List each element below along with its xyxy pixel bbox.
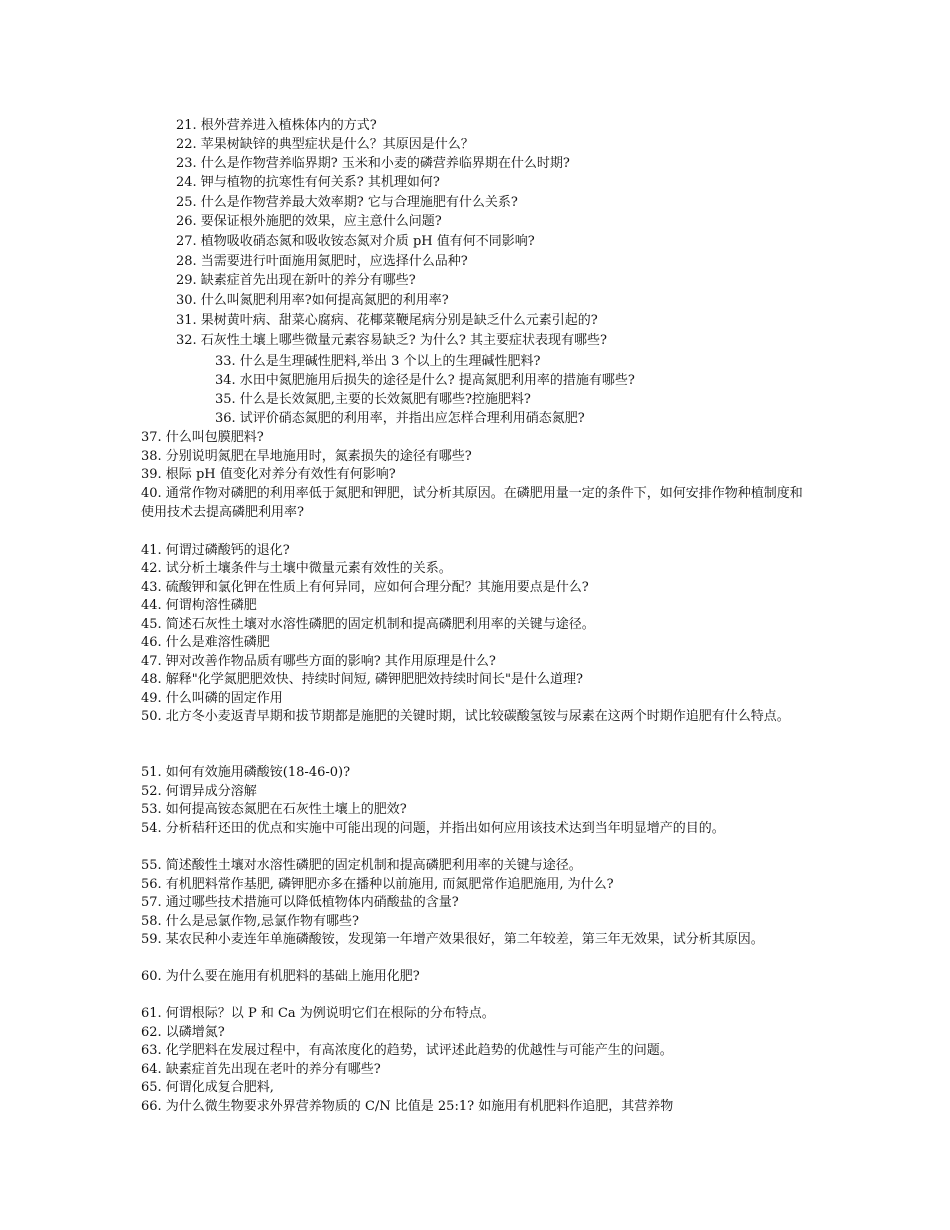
question-49: 49. 什么叫磷的固定作用: [141, 691, 283, 706]
question-32: 32. 石灰性土壤上哪些微量元素容易缺乏? 为什么? 其主要症状表现有哪些?: [176, 333, 607, 348]
question-38: 38. 分别说明氮肥在旱地施用时，氮素损失的途径有哪些?: [141, 449, 472, 464]
question-57: 57. 通过哪些技术措施可以降低植物体内硝酸盐的含量?: [141, 895, 459, 910]
question-60: 60. 为什么要在施用有机肥料的基础上施用化肥?: [141, 969, 420, 984]
question-59: 59. 某农民种小麦连年单施磷酸铵，发现第一年增产效果很好，第二年较差，第三年无效果，试分析其原因。: [141, 932, 764, 947]
question-21: 21. 根外营养进入植株体内的方式?: [176, 118, 377, 133]
question-63: 63. 化学肥料在发展过程中，有高浓度化的趋势，试评述此趋势的优越性与可能产生的问题。: [141, 1043, 673, 1058]
question-62: 62. 以磷增氮?: [141, 1025, 225, 1040]
question-54: 54. 分析秸秆还田的优点和实施中可能出现的问题，并指出如何应用该技术达到当年明显增产的目的。: [141, 821, 725, 836]
question-36: 36. 试评价硝态氮肥的利用率，并指出应怎样合理利用硝态氮肥?: [215, 411, 585, 426]
question-42: 42. 试分析土壤条件与土壤中微量元素有效性的关系。: [141, 561, 452, 576]
question-37: 37. 什么叫包膜肥料?: [141, 430, 264, 445]
question-65: 65. 何谓化成复合肥料,: [141, 1080, 274, 1095]
question-34: 34. 水田中氮肥施用后损失的途径是什么? 提高氮肥利用率的措施有哪些?: [215, 373, 635, 388]
question-25: 25. 什么是作物营养最大效率期? 它与合理施肥有什么关系?: [176, 195, 518, 210]
question-55: 55. 简述酸性土壤对水溶性磷肥的固定机制和提高磷肥利用率的关键与途径。: [141, 858, 582, 873]
question-48: 48. 解释"化学氮肥肥效快、持续时间短, 磷钾肥肥效持续时间长"是什么道理?: [141, 672, 584, 687]
question-22: 22. 苹果树缺锌的典型症状是什么？其原因是什么？: [176, 137, 474, 152]
question-26: 26. 要保证根外施肥的效果，应主意什么问题?: [176, 214, 442, 229]
question-50: 50. 北方冬小麦返青早期和拔节期都是施肥的关键时期，试比较碳酸氢铵与尿素在这两个时期作追肥有什么特点。: [141, 709, 790, 724]
question-39: 39. 根际 pH 值变化对养分有效性有何影响?: [141, 467, 396, 482]
question-23: 23. 什么是作物营养临界期? 玉米和小麦的磷营养临界期在什么时期?: [176, 156, 570, 171]
question-30: 30. 什么叫氮肥利用率?如何提高氮肥的利用率?: [176, 293, 449, 308]
question-41: 41. 何谓过磷酸钙的退化?: [141, 543, 290, 558]
question-52: 52. 何谓异成分溶解: [141, 784, 257, 799]
question-29: 29. 缺素症首先出现在新叶的养分有哪些?: [176, 273, 416, 288]
question-31: 31. 果树黄叶病、甜菜心腐病、花椰菜鞭尾病分别是缺乏什么元素引起的?: [176, 313, 598, 328]
question-44: 44. 何谓枸溶性磷肥: [141, 598, 257, 613]
question-33: 33. 什么是生理碱性肥料,举出 3 个以上的生理碱性肥料?: [215, 354, 541, 369]
question-47: 47. 钾对改善作物品质有哪些方面的影响? 其作用原理是什么?: [141, 654, 496, 669]
question-51: 51. 如何有效施用磷酸铵(18-46-0)?: [141, 765, 351, 780]
question-35: 35. 什么是长效氮肥,主要的长效氮肥有哪些?控施肥料?: [215, 392, 531, 407]
question-40: 40. 通常作物对磷肥的利用率低于氮肥和钾肥，试分析其原因。在磷肥用量一定的条件下，如何安排作物种植制度和使用技术去提高磷肥利用率?: [141, 486, 803, 520]
question-58: 58. 什么是忌氯作物,忌氯作物有哪些?: [141, 914, 359, 929]
question-66: 66. 为什么微生物要求外界营养物质的 C/N 比值是 25:1? 如施用有机肥料作追肥，其营养物: [141, 1099, 674, 1114]
question-56: 56. 有机肥料常作基肥, 磷钾肥亦多在播种以前施用, 而氮肥常作追肥施用, 为什么?: [141, 877, 614, 892]
question-46: 46. 什么是难溶性磷肥: [141, 635, 270, 650]
question-45: 45. 简述石灰性土壤对水溶性磷肥的固定机制和提高磷肥利用率的关键与途径。: [141, 617, 595, 632]
question-24: 24. 钾与植物的抗寒性有何关系? 其机理如何?: [176, 175, 440, 190]
question-61: 61. 何谓根际？以 P 和 Ca 为例说明它们在根际的分布特点。: [141, 1006, 495, 1021]
question-64: 64. 缺素症首先出现在老叶的养分有哪些?: [141, 1062, 381, 1077]
question-28: 28. 当需要进行叶面施用氮肥时，应选择什么品种?: [176, 254, 468, 269]
question-27: 27. 植物吸收硝态氮和吸收铵态氮对介质 pH 值有何不同影响?: [176, 234, 535, 249]
question-43: 43. 硫酸钾和氯化钾在性质上有何异同，应如何合理分配？其施用要点是什么?: [141, 580, 589, 595]
question-53: 53. 如何提高铵态氮肥在石灰性土壤上的肥效?: [141, 802, 407, 817]
